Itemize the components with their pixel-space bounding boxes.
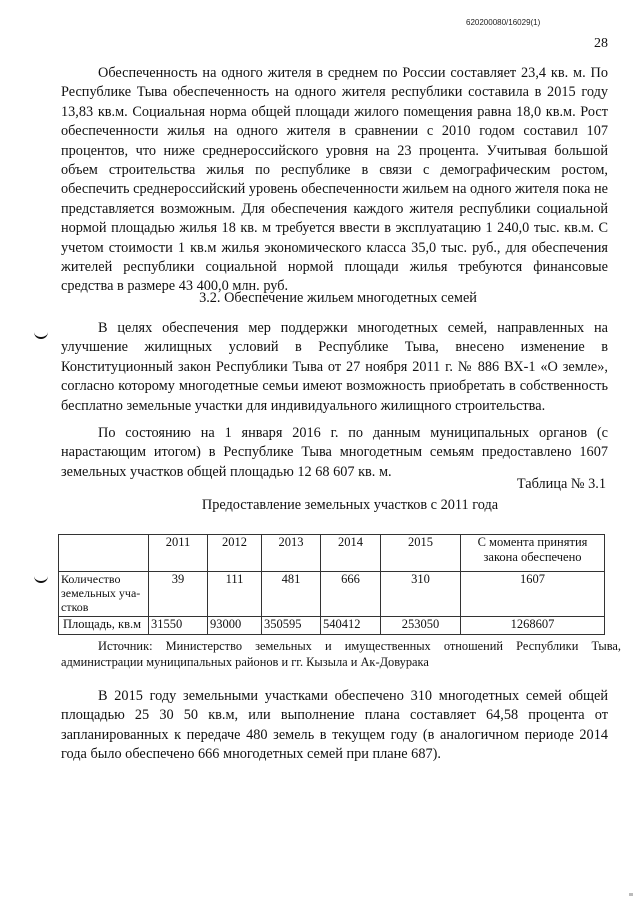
scan-speck	[629, 893, 633, 896]
margin-mark-2	[34, 574, 48, 583]
table-header-row	[59, 535, 605, 572]
row-label-count: Количество земельных уча-стков	[59, 572, 149, 617]
cell-count-2015: 310	[381, 572, 461, 617]
cell-count-2013: 481	[262, 572, 321, 617]
paragraph-land-status: По состоянию на 1 января 2016 г. по данным муниципальных органов (с нарастающим итогом) в Республике Тыва многодетным семьям предоставлено 1607 земельных участков общей площадью 12 68 607 кв. м.	[61, 425, 608, 480]
cell-area-2014: 540412	[321, 617, 381, 635]
header-cell-2012: 2012	[208, 535, 262, 572]
row-label-area: Площадь, кв.м	[59, 617, 149, 635]
cell-area-2015: 253050	[381, 617, 461, 635]
paragraph-law-amendment: В целях обеспечения мер поддержки многодетных семей, направленных на улучшение жилищных условий в Республике Тыва, внесено изменение в Конституционный закон Республики Тыва от 27 ноября 2011 г. № 886 ВХ-1 «О земле», согласно которому многодетные семьи имеют возможность приобретать в собственность бесплатно земельные участки для индивидуального жилищного строительства.	[61, 320, 608, 414]
header-cell-total: С момента принятия закона обеспечено	[461, 535, 605, 572]
table-row	[59, 572, 605, 617]
table-row	[59, 617, 605, 635]
table-label: Таблица № 3.1	[516, 476, 606, 492]
paragraph-2015-results: В 2015 году земельными участками обеспечено 310 многодетных семей общей площадью 25 30 50 кв.м, или выполнение плана составляет 64,58 процента от запланированных к передаче 480 земель в текущем году (в аналогичном периоде 2014 года было обеспечено 666 многодетных семей при плане 687).	[61, 688, 608, 763]
cell-count-2012: 111	[208, 572, 262, 617]
cell-count-2011: 39	[149, 572, 208, 617]
cell-area-2011: 31550	[149, 617, 208, 635]
header-cell-empty	[59, 535, 149, 572]
header-cell-2013: 2013	[262, 535, 321, 572]
table-title: Предоставление земельных участков с 2011 года	[201, 497, 499, 513]
cell-count-total: 1607	[461, 572, 605, 617]
section-heading: 3.2. Обеспечение жильем многодетных семей	[199, 290, 477, 306]
header-cell-2015: 2015	[381, 535, 461, 572]
document-id: 620200080/16029(1)	[466, 18, 541, 27]
margin-mark-1	[34, 330, 48, 339]
cell-count-2014: 666	[321, 572, 381, 617]
header-cell-2014: 2014	[321, 535, 381, 572]
land-plots-table	[58, 534, 605, 635]
paragraph-housing-provision: Обеспеченность на одного жителя в среднем по России составляет 23,4 кв. м. По Республике Тыва обеспеченность на одного жителя республики составила в 2015 году 13,83 кв.м. Социальная норма общей площади жилого помещения равна 18,0 кв.м. Рост обеспеченности жилья на одного жителя в сравнении с 2010 годом составил 107 процентов, что ниже среднероссийского уровня на 23 процента. Учитывая большой объем строительства жилья по республике в связи с демографическим ростом, обеспечить среднероссийский уровень обеспеченности жильем на одного жителя пока не представляется возможным. Для обеспечения каждого жителя республики социальной нормой площадью жилья 18 кв. м требуется ввести в эксплуатацию 1 240,0 тыс. кв.м. С учетом стоимости 1 кв.м жилья экономического класса 35,0 тыс. руб., для обеспечения жителей республики социальной нормой площади жилья требуются финансовые средства в размере 43 400,0 млн. руб.	[61, 65, 608, 295]
page-number: 28	[594, 36, 608, 51]
cell-area-total: 1268607	[461, 617, 605, 635]
header-cell-2011: 2011	[149, 535, 208, 572]
cell-area-2012: 93000	[208, 617, 262, 635]
cell-area-2013: 350595	[262, 617, 321, 635]
table-source-note: Источник: Министерство земельных и имущественных отношений Республики Тыва, администрации муниципальных районов и гг. Кызыла и Ак-Довурака	[61, 639, 621, 669]
